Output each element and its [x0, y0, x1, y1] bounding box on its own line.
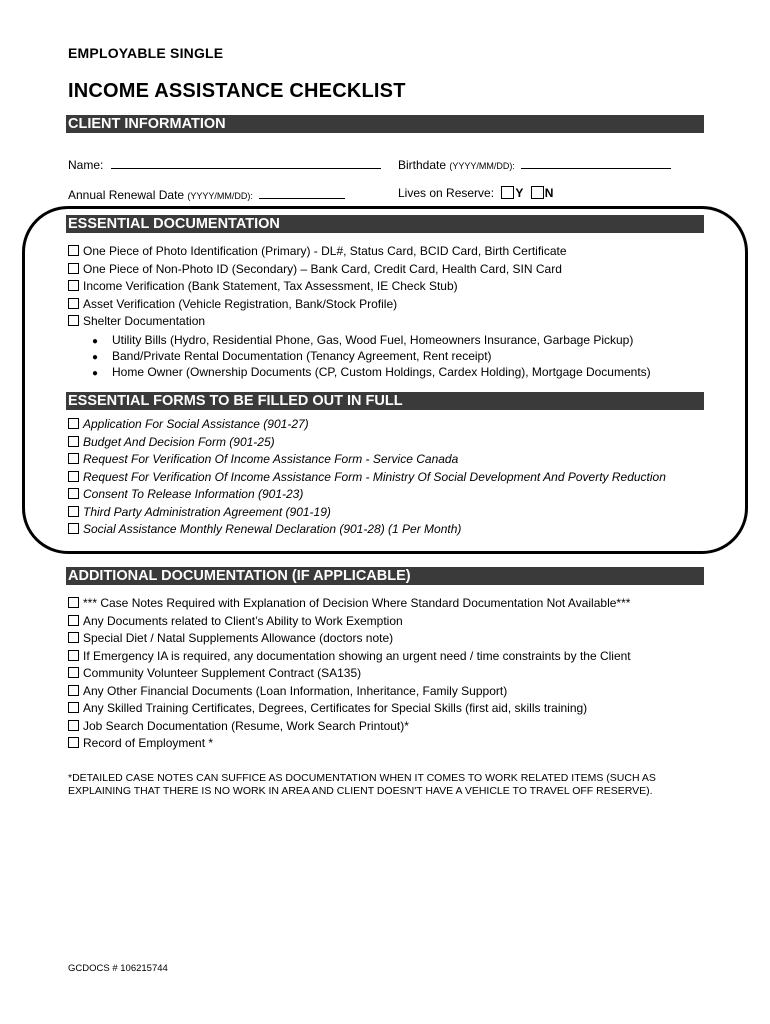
checkbox[interactable] — [68, 471, 79, 482]
list-item[interactable]: Consent To Release Information (901-23) — [68, 486, 666, 504]
list-item[interactable]: *** Case Notes Required with Explanation of Decision Where Standard Documentation Not Available*** — [68, 595, 631, 613]
shelter-bullet-list — [92, 332, 651, 380]
list-item[interactable]: Application For Social Assistance (901-27) — [68, 416, 666, 434]
list-item[interactable]: One Piece of Photo Identification (Primary) - DL#, Status Card, BCID Card, Birth Certificate — [68, 243, 567, 261]
lives-on-reserve-label: Lives on Reserve: — [398, 186, 495, 200]
additional-documentation-heading: ADDITIONAL DOCUMENTATION (IF APPLICABLE) — [66, 567, 704, 585]
renewal-date-format: (YYYY/MM/DD): — [187, 191, 253, 201]
list-item[interactable]: Special Diet / Natal Supplements Allowance (doctors note) — [68, 630, 631, 648]
bullet-icon: ● — [92, 336, 99, 347]
reserve-no-checkbox[interactable] — [531, 186, 544, 199]
name-input-line[interactable] — [111, 157, 381, 169]
birthdate-format: (YYYY/MM/DD): — [449, 161, 515, 171]
list-item[interactable]: Income Verification (Bank Statement, Tax Assessment, IE Check Stub) — [68, 278, 567, 296]
name-field[interactable] — [68, 157, 381, 172]
list-item[interactable]: Social Assistance Monthly Renewal Declaration (901-28) (1 Per Month) — [68, 521, 666, 539]
bullet-item: ● Band/Private Rental Documentation (Tenancy Agreement, Rent receipt) — [92, 348, 651, 364]
checkbox[interactable] — [68, 245, 79, 256]
list-item[interactable]: Shelter Documentation — [68, 313, 567, 331]
list-item[interactable]: Community Volunteer Supplement Contract (SA135) — [68, 665, 631, 683]
bullet-icon: ● — [92, 352, 99, 363]
checkbox[interactable] — [68, 298, 79, 309]
bullet-icon: ● — [92, 368, 99, 379]
checkbox[interactable] — [68, 506, 79, 517]
essential-documentation-list — [68, 243, 567, 331]
reserve-no-label: N — [544, 186, 554, 200]
essential-documentation-heading: ESSENTIAL DOCUMENTATION — [66, 215, 704, 233]
case-notes-disclaimer: *DETAILED CASE NOTES CAN SUFFICE AS DOCUMENTATION WHEN IT COMES TO WORK RELATED ITEMS (SUCH AS EXPLAINING THAT THERE IS NO WORK IN AREA AND CLIENT DOESN'T HAVE A VEHICLE TO TRAVEL OFF RESERVE). — [68, 772, 656, 797]
birthdate-input-line[interactable] — [521, 157, 671, 169]
list-item[interactable]: One Piece of Non-Photo ID (Secondary) – Bank Card, Credit Card, Health Card, SIN Card — [68, 261, 567, 279]
checkbox[interactable] — [68, 737, 79, 748]
list-item[interactable]: Any Skilled Training Certificates, Degrees, Certificates for Special Skills (first aid, skills training) — [68, 700, 631, 718]
essential-forms-heading: ESSENTIAL FORMS TO BE FILLED OUT IN FULL — [66, 392, 704, 410]
checkbox[interactable] — [68, 632, 79, 643]
list-item[interactable]: Any Other Financial Documents (Loan Information, Inheritance, Family Support) — [68, 683, 631, 701]
checkbox[interactable] — [68, 418, 79, 429]
checkbox[interactable] — [68, 650, 79, 661]
checkbox[interactable] — [68, 685, 79, 696]
lives-on-reserve-field — [398, 186, 553, 200]
birthdate-field[interactable] — [398, 157, 671, 172]
list-item[interactable]: Budget And Decision Form (901-25) — [68, 434, 666, 452]
checkbox[interactable] — [68, 436, 79, 447]
bullet-item: ● Home Owner (Ownership Documents (CP, Custom Holdings, Cardex Holding), Mortgage Documents) — [92, 364, 651, 380]
checkbox[interactable] — [68, 453, 79, 464]
list-item[interactable]: If Emergency IA is required, any documentation showing an urgent need / time constraints by the Client — [68, 648, 631, 666]
checkbox[interactable] — [68, 702, 79, 713]
list-item[interactable]: Third Party Administration Agreement (901-19) — [68, 504, 666, 522]
list-item[interactable]: Any Documents related to Client’s Ability to Work Exemption — [68, 613, 631, 631]
checkbox[interactable] — [68, 280, 79, 291]
list-item[interactable]: Job Search Documentation (Resume, Work Search Printout)* — [68, 718, 631, 736]
list-item[interactable]: Asset Verification (Vehicle Registration, Bank/Stock Profile) — [68, 296, 567, 314]
essential-forms-list — [68, 416, 666, 539]
additional-documentation-list — [68, 595, 631, 753]
reserve-yes-label: Y — [515, 186, 524, 200]
checkbox[interactable] — [68, 720, 79, 731]
reserve-yes-checkbox[interactable] — [501, 186, 514, 199]
form-subtitle: EMPLOYABLE SINGLE — [68, 45, 224, 61]
checkbox[interactable] — [68, 615, 79, 626]
list-item[interactable]: Request For Verification Of Income Assistance Form - Ministry Of Social Development And Poverty Reduction — [68, 469, 666, 487]
client-info-heading: CLIENT INFORMATION — [66, 115, 704, 133]
checkbox[interactable] — [68, 315, 79, 326]
name-label: Name: — [68, 158, 104, 172]
bullet-item: ● Utility Bills (Hydro, Residential Phone, Gas, Wood Fuel, Homeowners Insurance, Garbage Pickup) — [92, 332, 651, 348]
renewal-date-input-line[interactable] — [259, 187, 345, 199]
checkbox[interactable] — [68, 667, 79, 678]
checkbox[interactable] — [68, 263, 79, 274]
checkbox[interactable] — [68, 488, 79, 499]
renewal-date-label: Annual Renewal Date — [68, 188, 185, 202]
list-item[interactable]: Record of Employment * — [68, 735, 631, 753]
document-id-footer: GCDOCS # 106215744 — [68, 963, 168, 974]
page-title: INCOME ASSISTANCE CHECKLIST — [68, 80, 406, 102]
checkbox[interactable] — [68, 523, 79, 534]
renewal-date-field[interactable] — [68, 187, 345, 202]
checkbox[interactable] — [68, 597, 79, 608]
list-item[interactable]: Request For Verification Of Income Assistance Form - Service Canada — [68, 451, 666, 469]
birthdate-label: Birthdate — [398, 158, 447, 172]
